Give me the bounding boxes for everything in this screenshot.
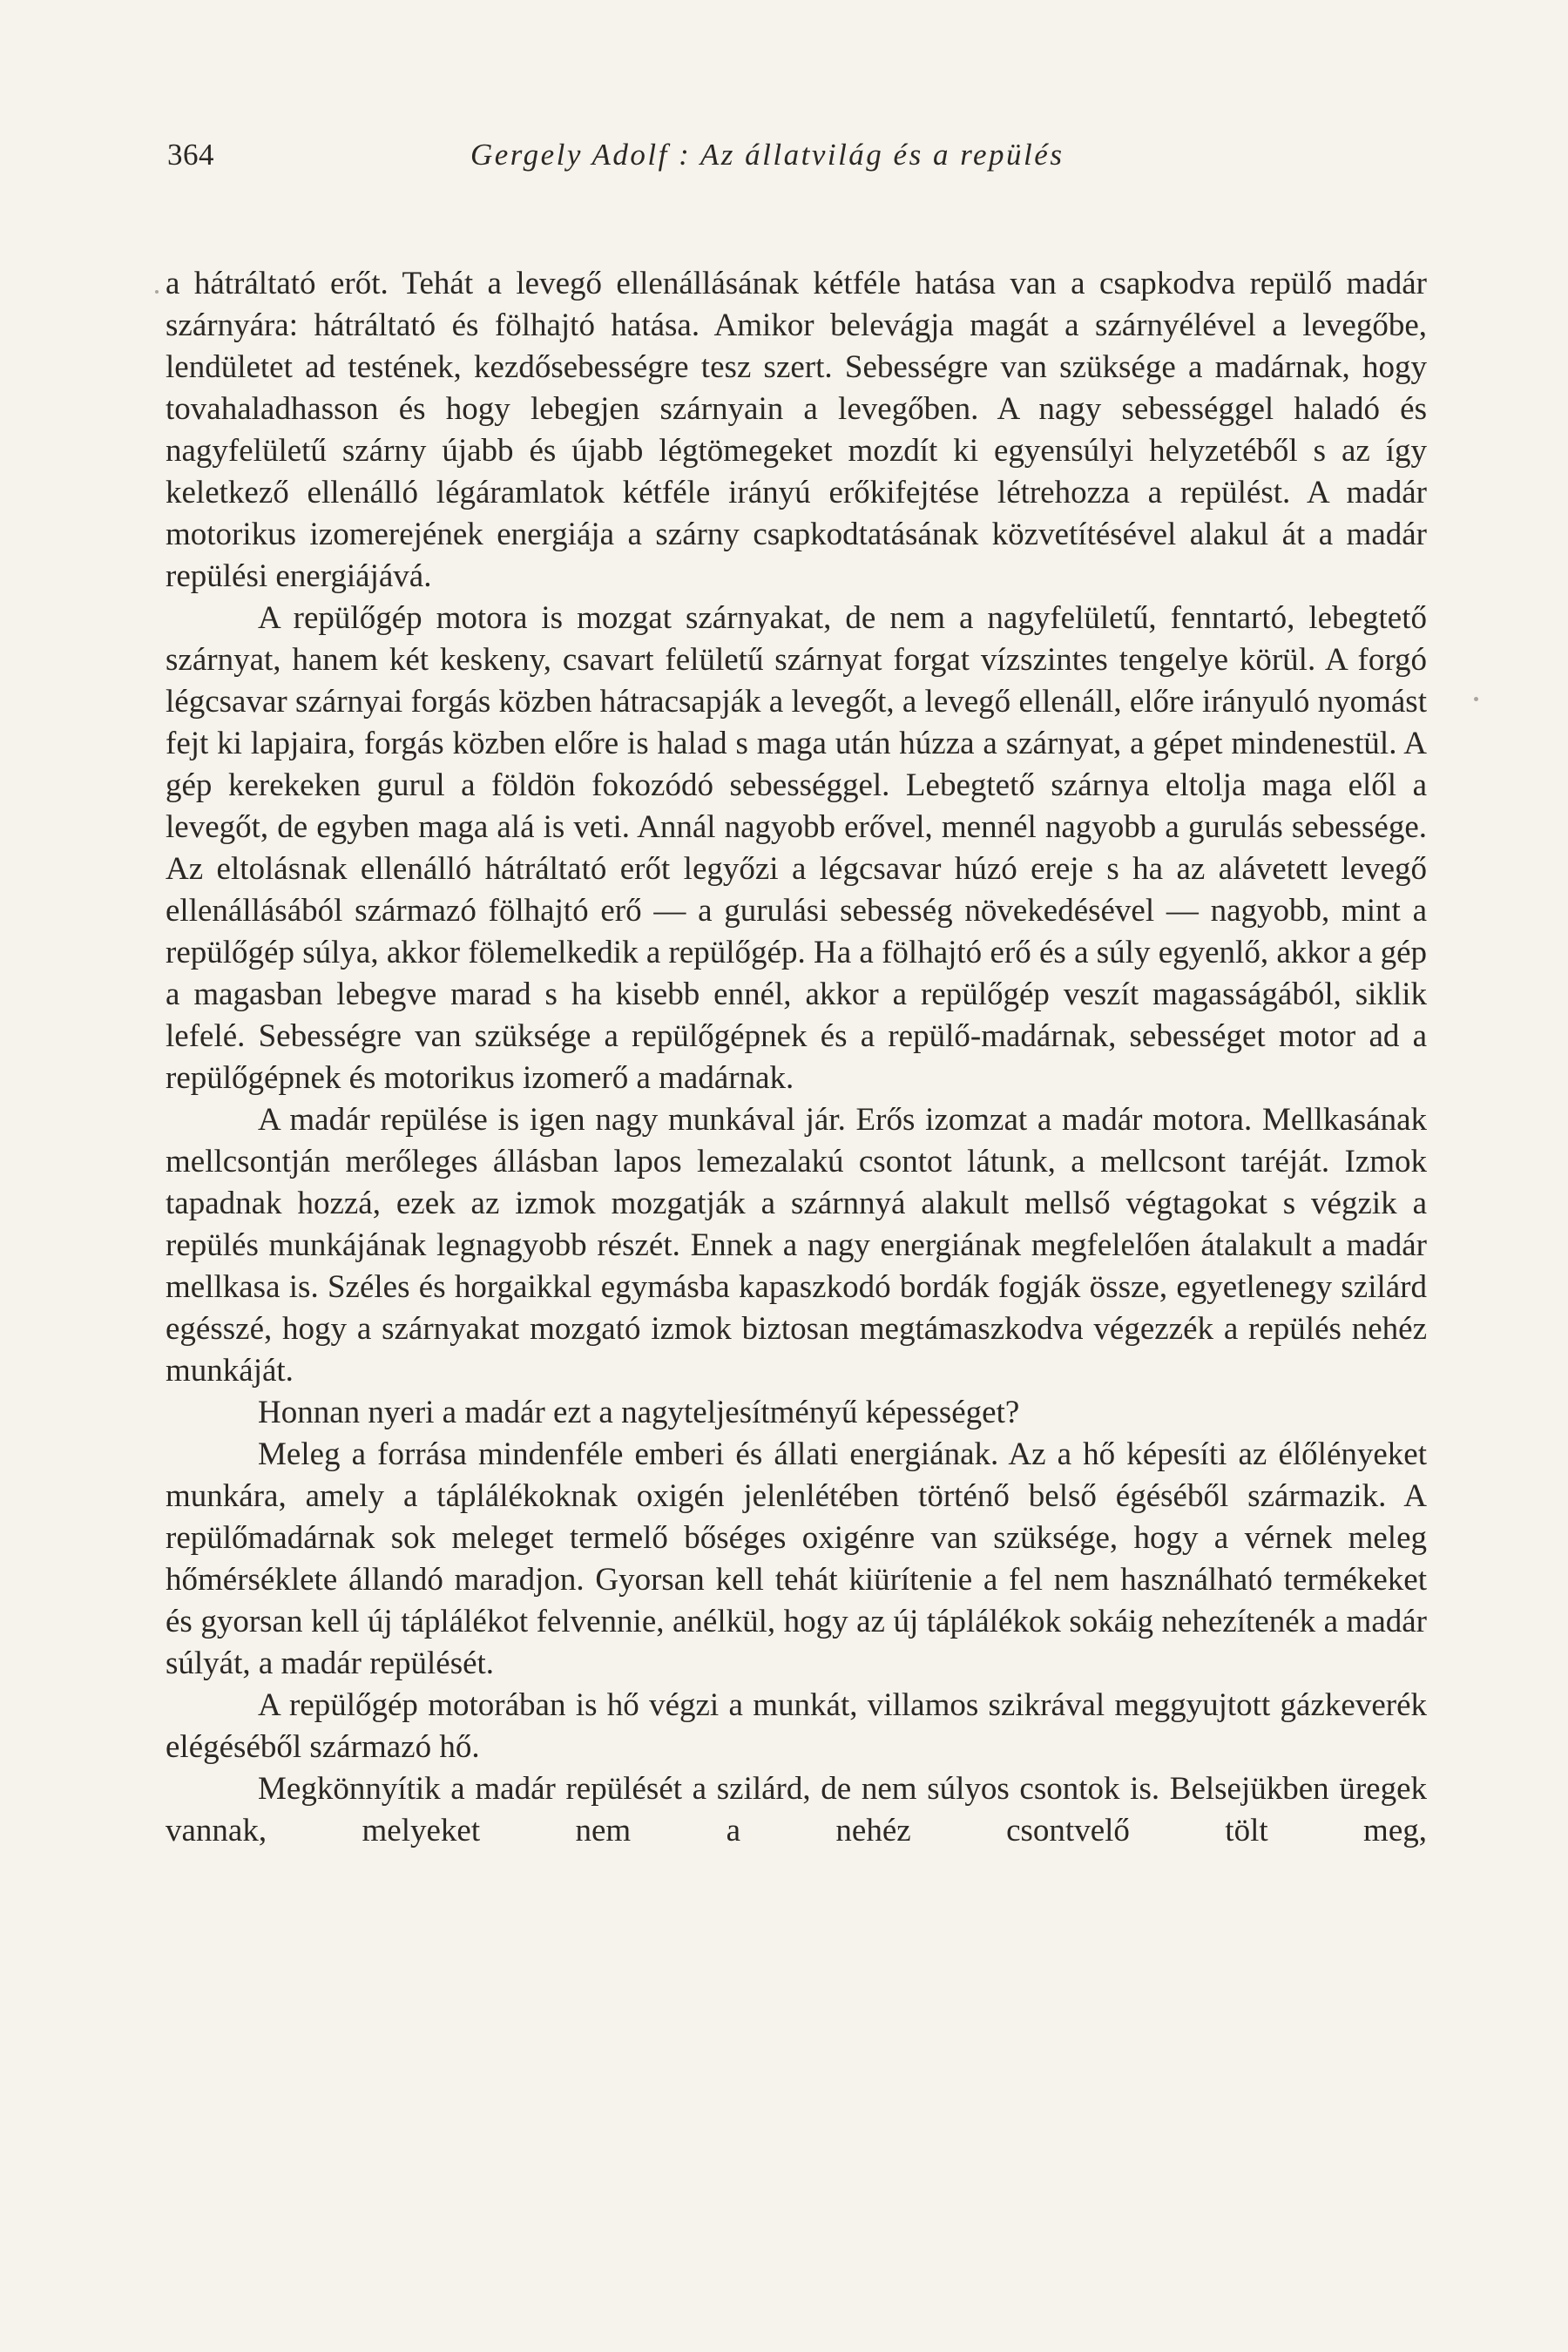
paragraph-7: Megkönnyítik a madár repülését a szilárd, de nem súlyos csontok is. Belsejükben üregek vannak, melyeket nem a nehéz csontvelő tölt meg, (166, 1771, 1427, 1848)
paragraph-6: A repülőgép motorában is hő végzi a munkát, villamos szikrával meggyujtott gázkeverék elégéséből származó hő. (166, 1687, 1427, 1765)
paragraph-1: a hátráltató erőt. Tehát a levegő ellenállásának kétféle hatása van a csapkodva repülő madár szárnyára: hátráltató és fölhajtó hatása. Amikor belevágja magát a szárnyélével a levegőbe, lendületet ad testének, kezdősebességre tesz szert. Sebességre van szüksége a madárnak, hogy tovahaladhasson és hogy lebegjen szárnyain a levegőben. A nagy sebességgel haladó és nagyfelületű szárny újabb és újabb légtömegeket mozdít ki egyensúlyi helyzetéből s az így keletkező ellenálló légáramlatok kétféle irányú erőkifejtése létrehozza a repülést. A madár motorikus izomerejének energiája a szárny csapkodtatásának közvetítésével alakul át a madár repülési energiájává. (166, 266, 1427, 594)
paragraph-5: Meleg a forrása mindenféle emberi és állati energiának. Az a hő képesíti az élőlényeket munkára, amely a táplálékoknak oxigén jelenlétében történő belső égéséből származik. A repülőmadárnak sok meleget termelő bőséges oxigénre van szüksége, hogy a vérnek meleg hőmérséklete állandó maradjon. Gyorsan kell tehát kiürítenie a fel nem használható termékeket és gyorsan kell új táplálékot felvennie, anélkül, hogy az új táplálékok sokáig nehezítenék a madár súlyát, a madár repülését. (166, 1436, 1427, 1681)
paragraph-3: A madár repülése is igen nagy munkával jár. Erős izomzat a madár motora. Mellkasának mellcsontján merőleges állásban lapos lemezalakú csontot látunk, a mellcsont taréját. Izmok tapadnak hozzá, ezek az izmok mozgatják a szárnnyá alakult mellső végtagokat s végzik a repülés munkájának legnagyobb részét. Ennek a nagy energiának megfelelően átalakult a madár mellkasa is. Széles és horgaikkal egymásba kapaszkodó bordák fogják össze, egyetlenegy szilárd egésszé, hogy a szárnyakat mozgató izmok biztosan megtámaszkodva végezzék a repülés nehéz munkáját. (166, 1102, 1427, 1389)
page-number: 364 (167, 138, 214, 172)
running-title: Gergely Adolf : Az állatvilág és a repülés (470, 138, 1064, 172)
paragraph-4: Honnan nyeri a madár ezt a nagyteljesítményű képességet? (258, 1395, 1020, 1430)
page-header (167, 131, 1430, 183)
body-text (166, 263, 1427, 1852)
paragraph-2: A repülőgép motora is mozgat szárnyakat, de nem a nagyfelületű, fenntartó, lebegtető szárnyat, hanem két keskeny, csavart felületű szárnyat forgat vízszintes tengelye körül. A forgó légcsavar szárnyai forgás közben hátracsapják a levegőt, a levegő ellenáll, előre irányuló nyomást fejt ki lapjaira, forgás közben előre is halad s maga után húzza a szárnyat, a gépet mindenestül. A gép kerekeken gurul a földön fokozódó sebességgel. Lebegtető szárnya eltolja maga elől a levegőt, de egyben maga alá is veti. Annál nagyobb erővel, mennél nagyobb a gurulás sebessége. Az eltolásnak ellenálló hátráltató erőt legyőzi a légcsavar húzó ereje s ha az alávetett levegő ellenállásából származó fölhajtó erő — a gurulási sebesség növekedésével — nagyobb, mint a repülőgép súlya, akkor fölemelkedik a repülőgép. Ha a fölhajtó erő és a súly egyenlő, akkor a gép a magasban lebegve marad s ha kisebb ennél, akkor a repülőgép veszít magasságából, siklik lefelé. Sebességre van szüksége a repülőgépnek és a repülő-madárnak, sebességet motor ad a repülőgépnek és motorikus izomerő a madárnak. (166, 600, 1427, 1096)
paper-speck (1474, 697, 1478, 701)
paper-speck (155, 290, 159, 294)
